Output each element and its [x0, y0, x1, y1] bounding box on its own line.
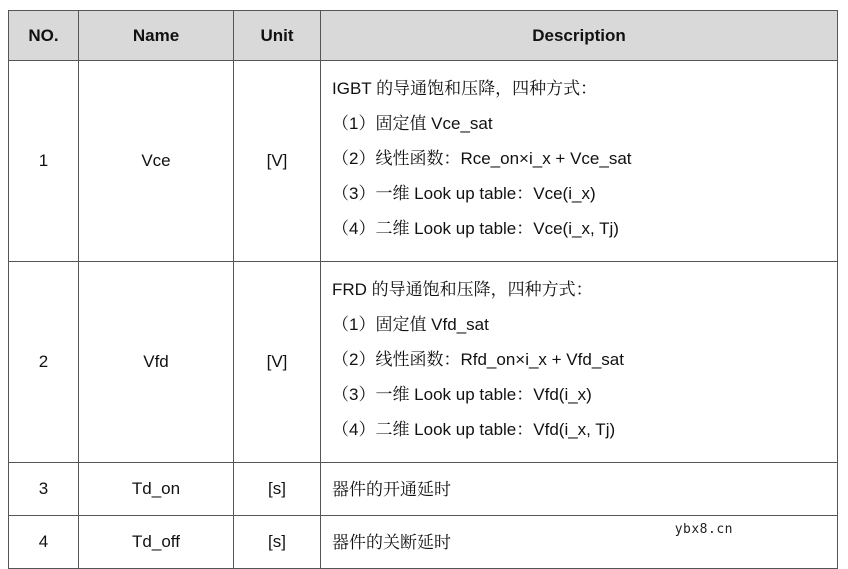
header-no: NO.	[9, 11, 79, 61]
description-line: （2）线性函数：Rce_on×i_x + Vce_sat	[332, 149, 632, 168]
header-name: Name	[79, 11, 234, 61]
cell-unit: [V]	[234, 262, 321, 463]
cell-no: 2	[9, 262, 79, 463]
description-line: FRD 的导通饱和压降，四种方式：	[332, 280, 593, 299]
description-line: （1）固定值 Vce_sat	[332, 114, 493, 133]
description-line: IGBT 的导通饱和压降，四种方式：	[332, 79, 598, 98]
cell-name: Vce	[79, 61, 234, 262]
cell-unit: [s]	[234, 516, 321, 569]
cell-no: 4	[9, 516, 79, 569]
cell-name: Vfd	[79, 262, 234, 463]
cell-description	[321, 463, 838, 516]
watermark-text: ybx8.cn	[674, 522, 733, 537]
cell-name: Td_off	[79, 516, 234, 569]
cell-no: 1	[9, 61, 79, 262]
description-line: （1）固定值 Vfd_sat	[332, 315, 489, 334]
cell-unit: [s]	[234, 463, 321, 516]
cell-description	[321, 516, 838, 569]
description-line: 器件的关断延时	[332, 532, 451, 552]
description-line: （2）线性函数：Rfd_on×i_x + Vfd_sat	[332, 350, 624, 369]
cell-unit: [V]	[234, 61, 321, 262]
cell-description	[321, 61, 838, 262]
cell-name: Td_on	[79, 463, 234, 516]
table-header-row	[9, 11, 838, 61]
header-description: Description	[321, 11, 838, 61]
description-line: 器件的开通延时	[332, 479, 451, 499]
header-unit: Unit	[234, 11, 321, 61]
description-line: （3）一维 Look up table：Vfd(i_x)	[332, 385, 592, 404]
cell-no: 3	[9, 463, 79, 516]
table-row	[9, 262, 838, 463]
description-line: （4）二维 Look up table：Vce(i_x, Tj)	[332, 219, 619, 238]
table-row	[9, 61, 838, 262]
description-line: （4）二维 Look up table：Vfd(i_x, Tj)	[332, 420, 616, 439]
table-row	[9, 463, 838, 516]
cell-description	[321, 262, 838, 463]
parameter-table	[8, 10, 838, 569]
description-line: （3）一维 Look up table：Vce(i_x)	[332, 184, 596, 203]
